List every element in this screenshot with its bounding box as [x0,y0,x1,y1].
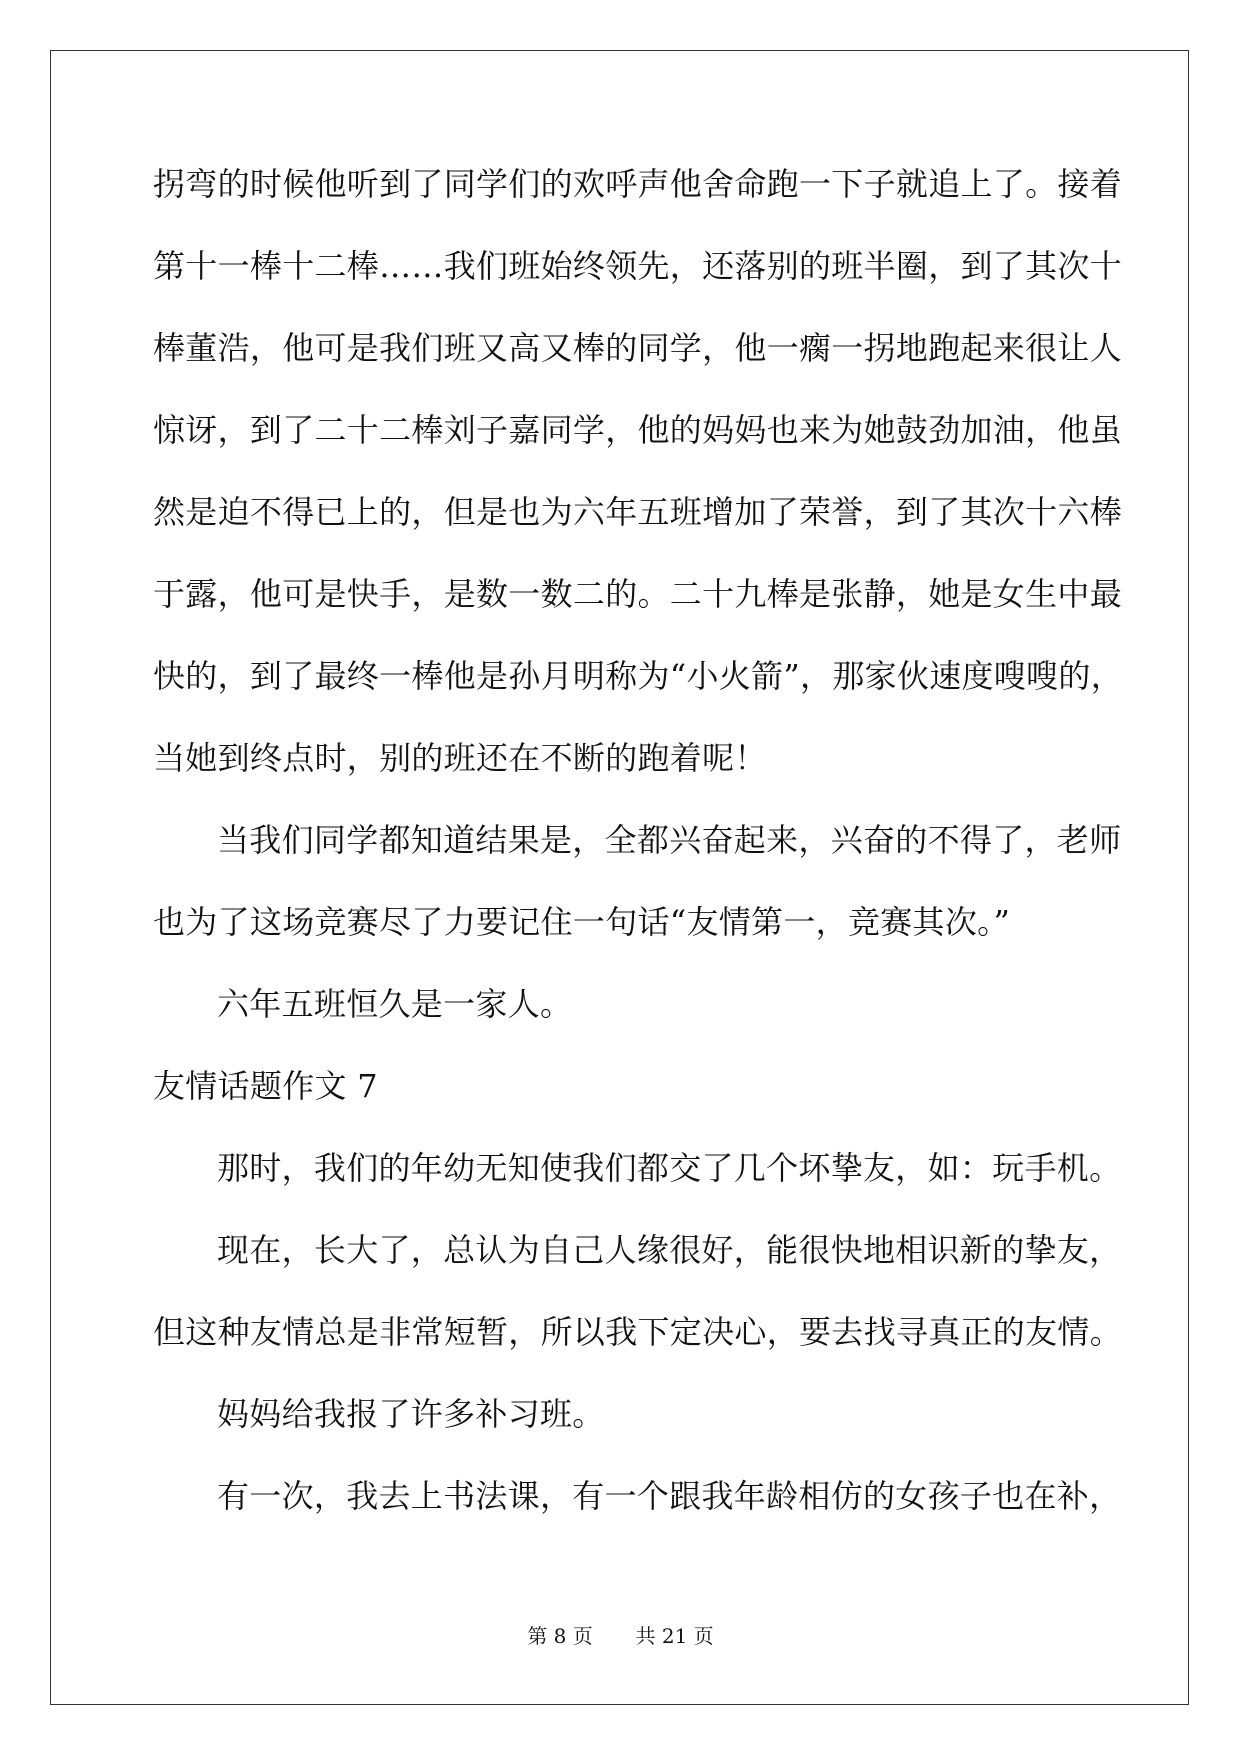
paragraph-first-line: 六年五班恒久是一家人。 [217,985,573,1023]
section-heading: 友情话题作文 7 [153,1067,378,1105]
text-line: 快的，到了最终一棒他是孙月明称为“小火箭”，那家伙速度嗖嗖的， [153,657,1124,695]
text-line: 当她到终点时，别的班还在不断的跑着呢！ [153,739,767,777]
paragraph-first-line: 那时，我们的年幼无知使我们都交了几个坏挚友，如：玩手机。 [217,1149,1122,1187]
text-line: 棒董浩，他可是我们班又高又棒的同学，他一瘸一拐地跑起来很让人 [153,329,1123,367]
text-line: 于露，他可是快手，是数一数二的。二十九棒是张静，她是女生中最 [153,575,1123,613]
text-line: 拐弯的时候他听到了同学们的欢呼声他舍命跑一下子就追上了。接着 [153,165,1123,203]
text-line: 第十一棒十二棒……我们班始终领先，还落别的班半圈，到了其次十 [153,247,1123,285]
paragraph-first-line: 当我们同学都知道结果是，全都兴奋起来，兴奋的不得了，老师 [217,821,1122,859]
paragraph-first-line: 妈妈给我报了许多补习班。 [217,1395,605,1433]
page-footer [0,1620,1241,1649]
page-total: 共 21 页 [635,1624,714,1648]
text-line: 也为了这场竞赛尽了力要记住一句话“友情第一，竞赛其次。” [153,903,1011,941]
paragraph-first-line: 有一次，我去上书法课，有一个跟我年龄相仿的女孩子也在补， [217,1477,1122,1515]
page-number: 第 8 页 [527,1624,593,1648]
paragraph-first-line: 现在，长大了，总认为自己人缘很好，能很快地相识新的挚友， [217,1231,1122,1269]
document-body [153,163,1124,1557]
text-line: 惊讶，到了二十二棒刘子嘉同学，他的妈妈也来为她鼓劲加油，他虽 [153,411,1123,449]
text-line: 但这种友情总是非常短暂，所以我下定决心，要去找寻真正的友情。 [153,1313,1123,1351]
text-line: 然是迫不得已上的，但是也为六年五班增加了荣誉，到了其次十六棒 [153,493,1123,531]
